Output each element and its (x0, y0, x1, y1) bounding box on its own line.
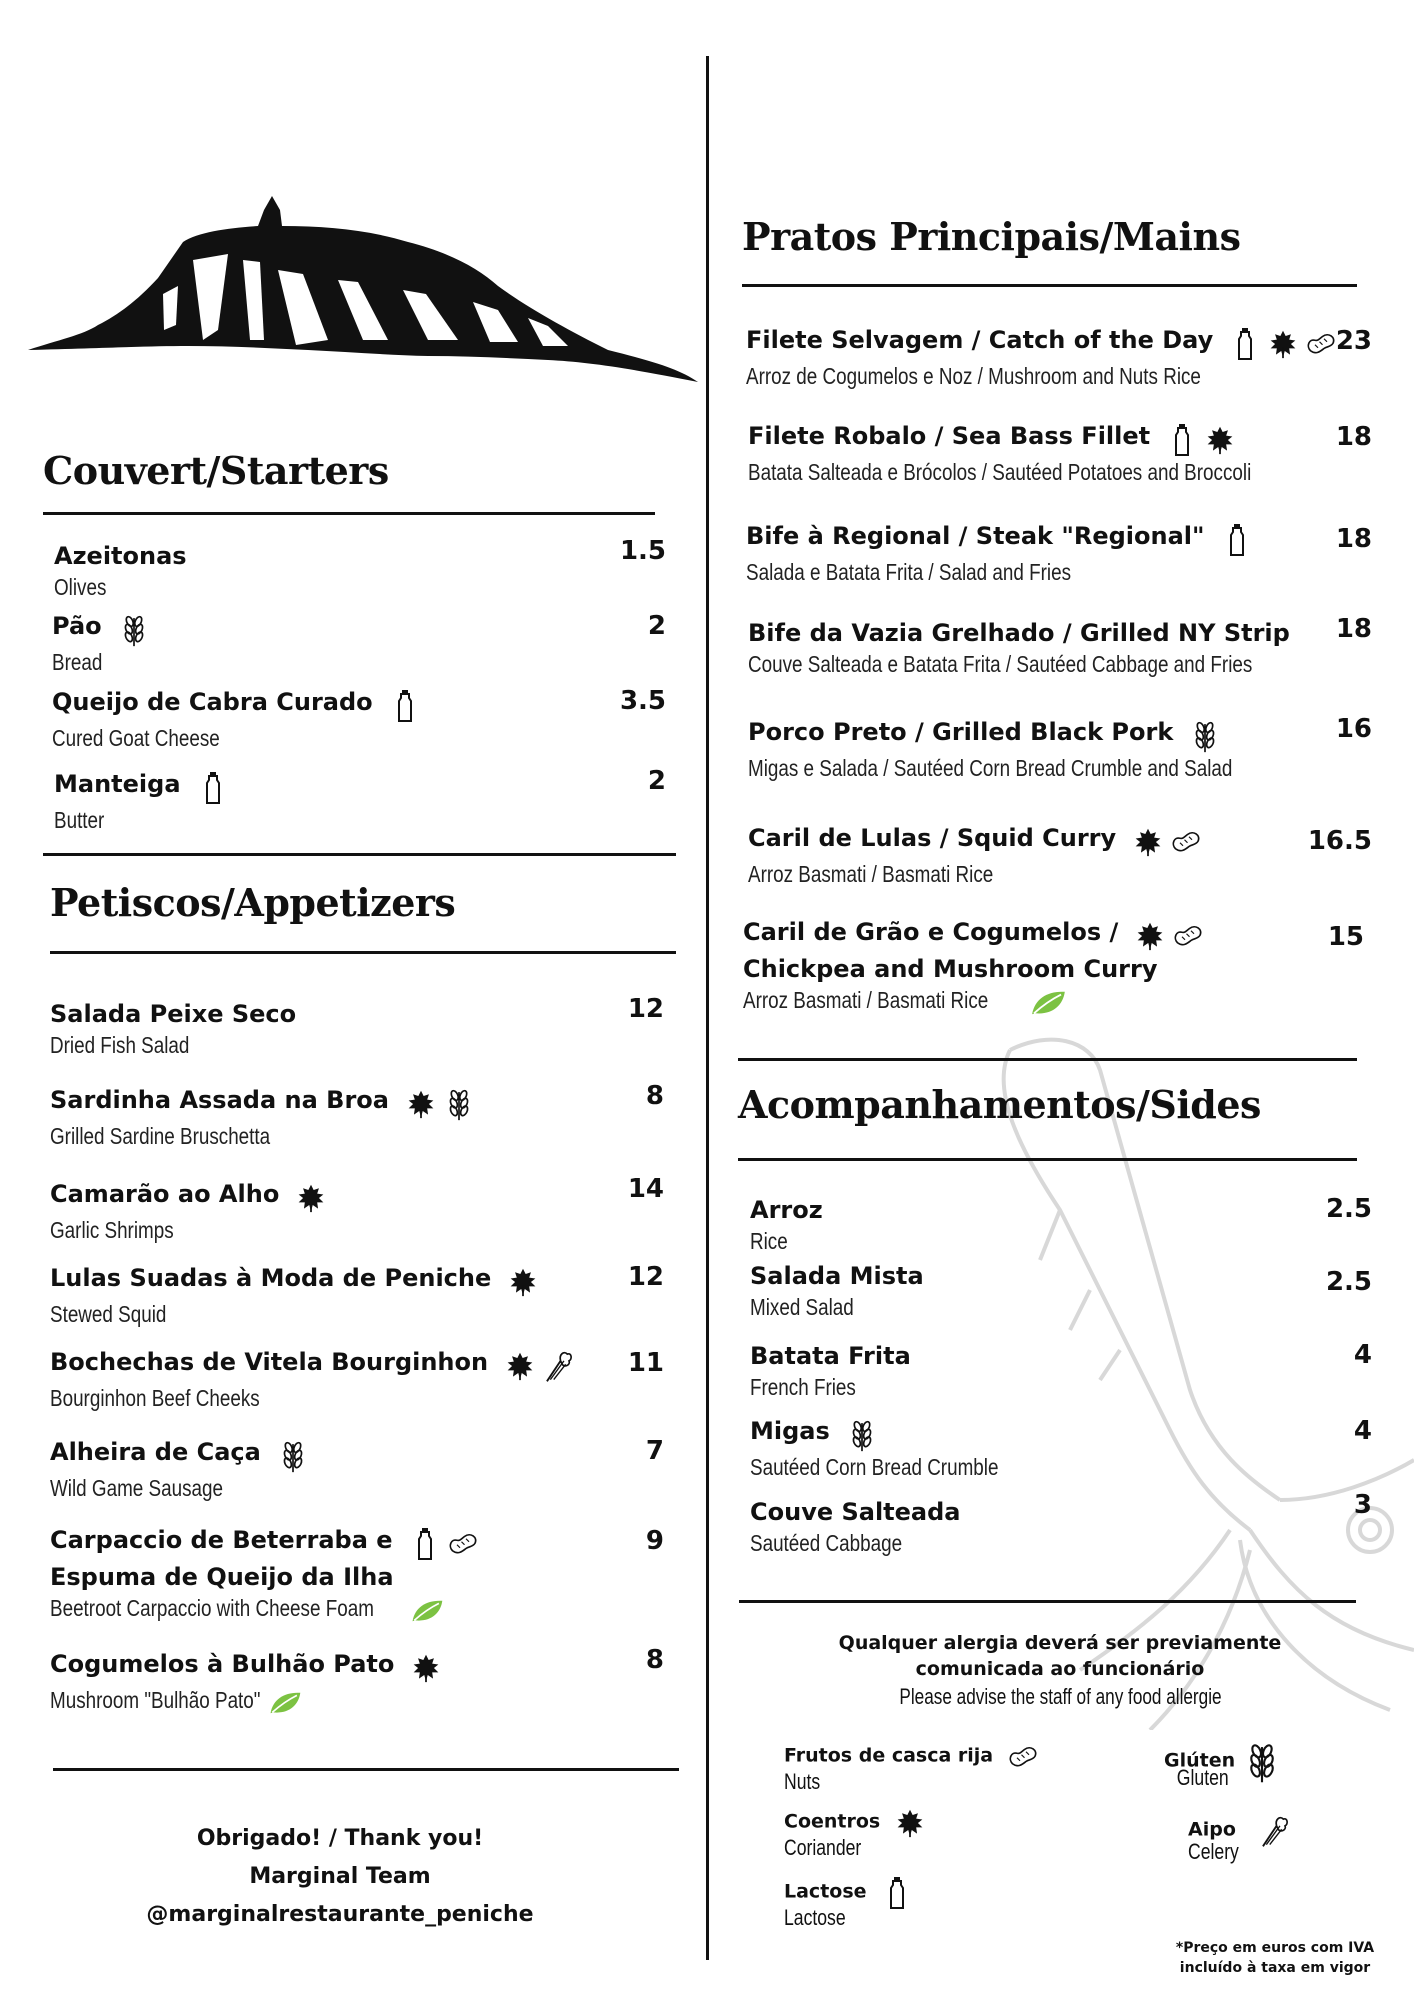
allergy-note-pt: Qualquer alergia deverá ser previamente (838, 1632, 1282, 1654)
item-price: 15 (1327, 922, 1364, 952)
item-name: Couve Salteada (750, 1498, 961, 1526)
sides-end-rule (739, 1600, 1356, 1603)
item-price: 14 (627, 1174, 664, 1204)
item-name: Pão (52, 612, 102, 640)
menu-item (750, 1340, 911, 1402)
peanut-icon (1173, 919, 1203, 953)
vegan-leaf-icon (410, 1598, 444, 1624)
menu-item (748, 716, 1339, 783)
menu-item (54, 768, 228, 835)
item-price: 9 (645, 1526, 664, 1556)
item-price: 4 (1353, 1340, 1372, 1370)
coriander-icon (411, 1651, 441, 1685)
thank-you-block (60, 1820, 620, 1934)
menu-item (750, 1415, 1053, 1482)
item-price: 2 (647, 611, 666, 641)
instagram-handle: @marginalrestaurante_peniche (146, 1902, 534, 1927)
appetizers-rule (50, 951, 676, 954)
menu-item (50, 1178, 326, 1245)
mains-rule (742, 284, 1357, 287)
menu-item (750, 1496, 961, 1558)
menu-item (52, 610, 149, 677)
item-desc: Dried Fish Salad (50, 1032, 190, 1058)
price-note-line: *Preço em euros com IVA (1175, 1940, 1375, 1956)
legend-celery (1188, 1814, 1289, 1866)
starters-rule (43, 512, 655, 515)
item-price: 18 (1335, 614, 1372, 644)
item-name: Lulas Suadas à Moda de Peniche (50, 1264, 492, 1292)
starters-end-rule (43, 853, 676, 856)
legend-nuts (784, 1740, 1038, 1796)
item-desc: Sautéed Cabbage (750, 1530, 903, 1556)
legend-label-en: Gluten (1176, 1765, 1229, 1790)
item-desc: Arroz Basmati / Basmati Rice (743, 986, 989, 1013)
item-name: Bochechas de Vitela Bourginhon (50, 1348, 489, 1376)
legend-label-en: Nuts (784, 1769, 821, 1794)
item-desc: Cured Goat Cheese (52, 724, 220, 751)
item-desc: Salada e Batata Frita / Salad and Fries (746, 558, 1072, 585)
coriander-icon (1205, 423, 1235, 457)
allergy-note-pt: comunicada ao funcionário (915, 1658, 1205, 1680)
item-price: 18 (1335, 524, 1372, 554)
wheat-icon (278, 1439, 308, 1473)
sides-rule (738, 1158, 1357, 1161)
team-name: Marginal Team (249, 1864, 431, 1889)
item-desc: Arroz de Cogumelos e Noz / Mushroom and Nuts Rice (746, 362, 1201, 389)
peanut-icon (1171, 825, 1201, 859)
item-desc: Bourginhon Beef Cheeks (50, 1384, 260, 1411)
mains-title: Pratos Principais/Mains (742, 214, 1241, 259)
item-price: 2 (647, 766, 666, 796)
milk-bottle-icon (390, 689, 420, 723)
item-name: Porco Preto / Grilled Black Pork (748, 718, 1174, 746)
coriander-icon (1133, 825, 1163, 859)
item-desc: Couve Salteada e Batata Frita / Sautéed Cabbage and Fries (748, 651, 1253, 677)
item-name: Camarão ao Alho (50, 1180, 280, 1208)
item-price: 7 (645, 1436, 664, 1466)
menu-item (50, 998, 296, 1060)
coriander-icon (508, 1265, 538, 1299)
legend-label-en: Celery (1188, 1839, 1239, 1864)
item-desc: Garlic Shrimps (50, 1216, 174, 1243)
item-name: Caril de Lulas / Squid Curry (748, 824, 1117, 852)
legend-label: Lactose (784, 1880, 867, 1903)
item-price: 1.5 (619, 536, 666, 566)
item-price: 2.5 (1325, 1194, 1372, 1224)
wheat-icon (119, 613, 149, 647)
menu-item (50, 1436, 308, 1503)
allergy-note-en: Please advise the staff of any food allergie (898, 1684, 1222, 1709)
item-name: Chickpea and Mushroom Curry (743, 954, 1158, 983)
item-desc: Mixed Salad (750, 1294, 854, 1320)
item-name: Filete Robalo / Sea Bass Fillet (748, 422, 1151, 450)
legend-label-en: Lactose (784, 1905, 846, 1930)
peanut-icon (1008, 1740, 1038, 1774)
menu-item (748, 822, 1201, 889)
item-name: Salada Mista (750, 1262, 924, 1290)
menu-item (50, 1262, 538, 1329)
celery-icon (543, 1349, 573, 1383)
item-name: Caril de Grão e Cogumelos / (743, 918, 1119, 946)
item-name: Azeitonas (54, 542, 187, 570)
milk-bottle-icon (1167, 423, 1197, 457)
thank-you-text: Obrigado! / Thank you! (196, 1826, 484, 1851)
squid-watermark (950, 1030, 1414, 1730)
appetizers-end-rule (53, 1768, 679, 1771)
item-desc: Arroz Basmati / Basmati Rice (748, 860, 994, 887)
item-desc: Rice (750, 1228, 788, 1254)
coriander-icon (1135, 919, 1165, 953)
item-price: 16 (1335, 714, 1372, 744)
menu-item (748, 617, 1363, 679)
price-note (1155, 1938, 1395, 1978)
item-price: 16.5 (1307, 826, 1372, 856)
item-desc: Butter (54, 806, 105, 833)
wheat-icon (444, 1087, 474, 1121)
mains-end-rule (738, 1058, 1357, 1061)
item-desc: Wild Game Sausage (50, 1474, 223, 1501)
item-name: Batata Frita (750, 1342, 911, 1370)
item-desc: Olives (54, 574, 107, 600)
item-desc: French Fries (750, 1374, 856, 1400)
milk-bottle-icon (1230, 327, 1260, 361)
menu-item (50, 1084, 474, 1151)
item-price: 2.5 (1325, 1267, 1372, 1297)
item-price: 8 (645, 1081, 664, 1111)
wheat-icon (1190, 719, 1220, 753)
item-desc: Stewed Squid (50, 1300, 167, 1327)
allergy-note (780, 1630, 1340, 1712)
item-price: 4 (1353, 1416, 1372, 1446)
coriander-icon (296, 1181, 326, 1215)
item-price: 12 (627, 1262, 664, 1292)
milk-bottle-icon (410, 1527, 440, 1561)
coriander-icon (895, 1806, 925, 1840)
legend-label: Coentros (784, 1810, 881, 1833)
item-desc: Migas e Salada / Sautéed Corn Bread Crumble and Salad (748, 754, 1233, 781)
price-note-line: incluído à taxa em vigor (1179, 1960, 1371, 1976)
legend-gluten (1164, 1740, 1278, 1792)
menu-item (50, 1524, 478, 1624)
item-name: Bife à Regional / Steak "Regional" (746, 522, 1205, 550)
legend-label: Glúten (1164, 1749, 1236, 1772)
peanut-icon (448, 1527, 478, 1561)
item-desc: Bread (52, 648, 103, 675)
item-price: 23 (1335, 326, 1372, 356)
wheat-icon (847, 1418, 877, 1452)
vegan-leaf-icon (268, 1690, 302, 1716)
item-desc: Batata Salteada e Brócolos / Sautéed Potatoes and Broccoli (748, 458, 1252, 485)
item-name: Salada Peixe Seco (50, 1000, 297, 1028)
menu-item (52, 686, 420, 753)
item-price: 8 (645, 1645, 664, 1675)
item-desc: Beetroot Carpaccio with Cheese Foam (50, 1594, 374, 1621)
item-name: Alheira de Caça (50, 1438, 261, 1466)
legend-label: Aipo (1188, 1818, 1236, 1841)
item-name: Migas (750, 1417, 830, 1445)
milk-bottle-icon (1222, 523, 1252, 557)
item-name: Espuma de Queijo da Ilha (50, 1562, 394, 1591)
item-desc: Grilled Sardine Bruschetta (50, 1122, 271, 1149)
legend-coriander (784, 1806, 925, 1862)
menu-item (750, 1260, 924, 1322)
menu-item (50, 1346, 573, 1413)
item-price: 12 (627, 994, 664, 1024)
legend-lactose (784, 1876, 912, 1932)
item-price: 3 (1353, 1490, 1372, 1520)
menu-item (748, 420, 1362, 487)
starters-title: Couvert/Starters (43, 448, 389, 493)
vegan-leaf-icon (1029, 989, 1067, 1017)
legend-label-en: Coriander (784, 1835, 862, 1860)
legend-label: Frutos de casca rija (784, 1744, 994, 1767)
sides-title: Acompanhamentos/Sides (738, 1082, 1261, 1127)
appetizers-title: Petiscos/Appetizers (50, 880, 456, 925)
item-price: 11 (627, 1348, 664, 1378)
menu-item (746, 520, 1252, 587)
milk-bottle-icon (198, 771, 228, 805)
item-desc: Mushroom "Bulhão Pato" (50, 1686, 261, 1713)
milk-bottle-icon (882, 1876, 912, 1910)
menu-item (746, 324, 1336, 391)
menu-item (54, 540, 187, 602)
island-logo (28, 190, 698, 390)
item-name: Manteiga (54, 770, 181, 798)
menu-item (750, 1194, 823, 1256)
coriander-icon (505, 1349, 535, 1383)
menu-item (743, 916, 1203, 1017)
item-name: Arroz (750, 1196, 823, 1224)
item-name: Filete Selvagem / Catch of the Day (746, 326, 1214, 354)
item-name: Queijo de Cabra Curado (52, 688, 373, 716)
item-desc: Sautéed Corn Bread Crumble (750, 1453, 999, 1480)
column-divider (706, 56, 709, 1960)
item-price: 18 (1335, 422, 1372, 452)
item-price: 3.5 (619, 686, 666, 716)
item-name: Bife da Vazia Grelhado / Grilled NY Strip (748, 619, 1290, 647)
item-name: Cogumelos à Bulhão Pato (50, 1650, 395, 1678)
item-name: Carpaccio de Beterraba e (50, 1526, 393, 1554)
item-name: Sardinha Assada na Broa (50, 1086, 389, 1114)
coriander-icon (406, 1087, 436, 1121)
